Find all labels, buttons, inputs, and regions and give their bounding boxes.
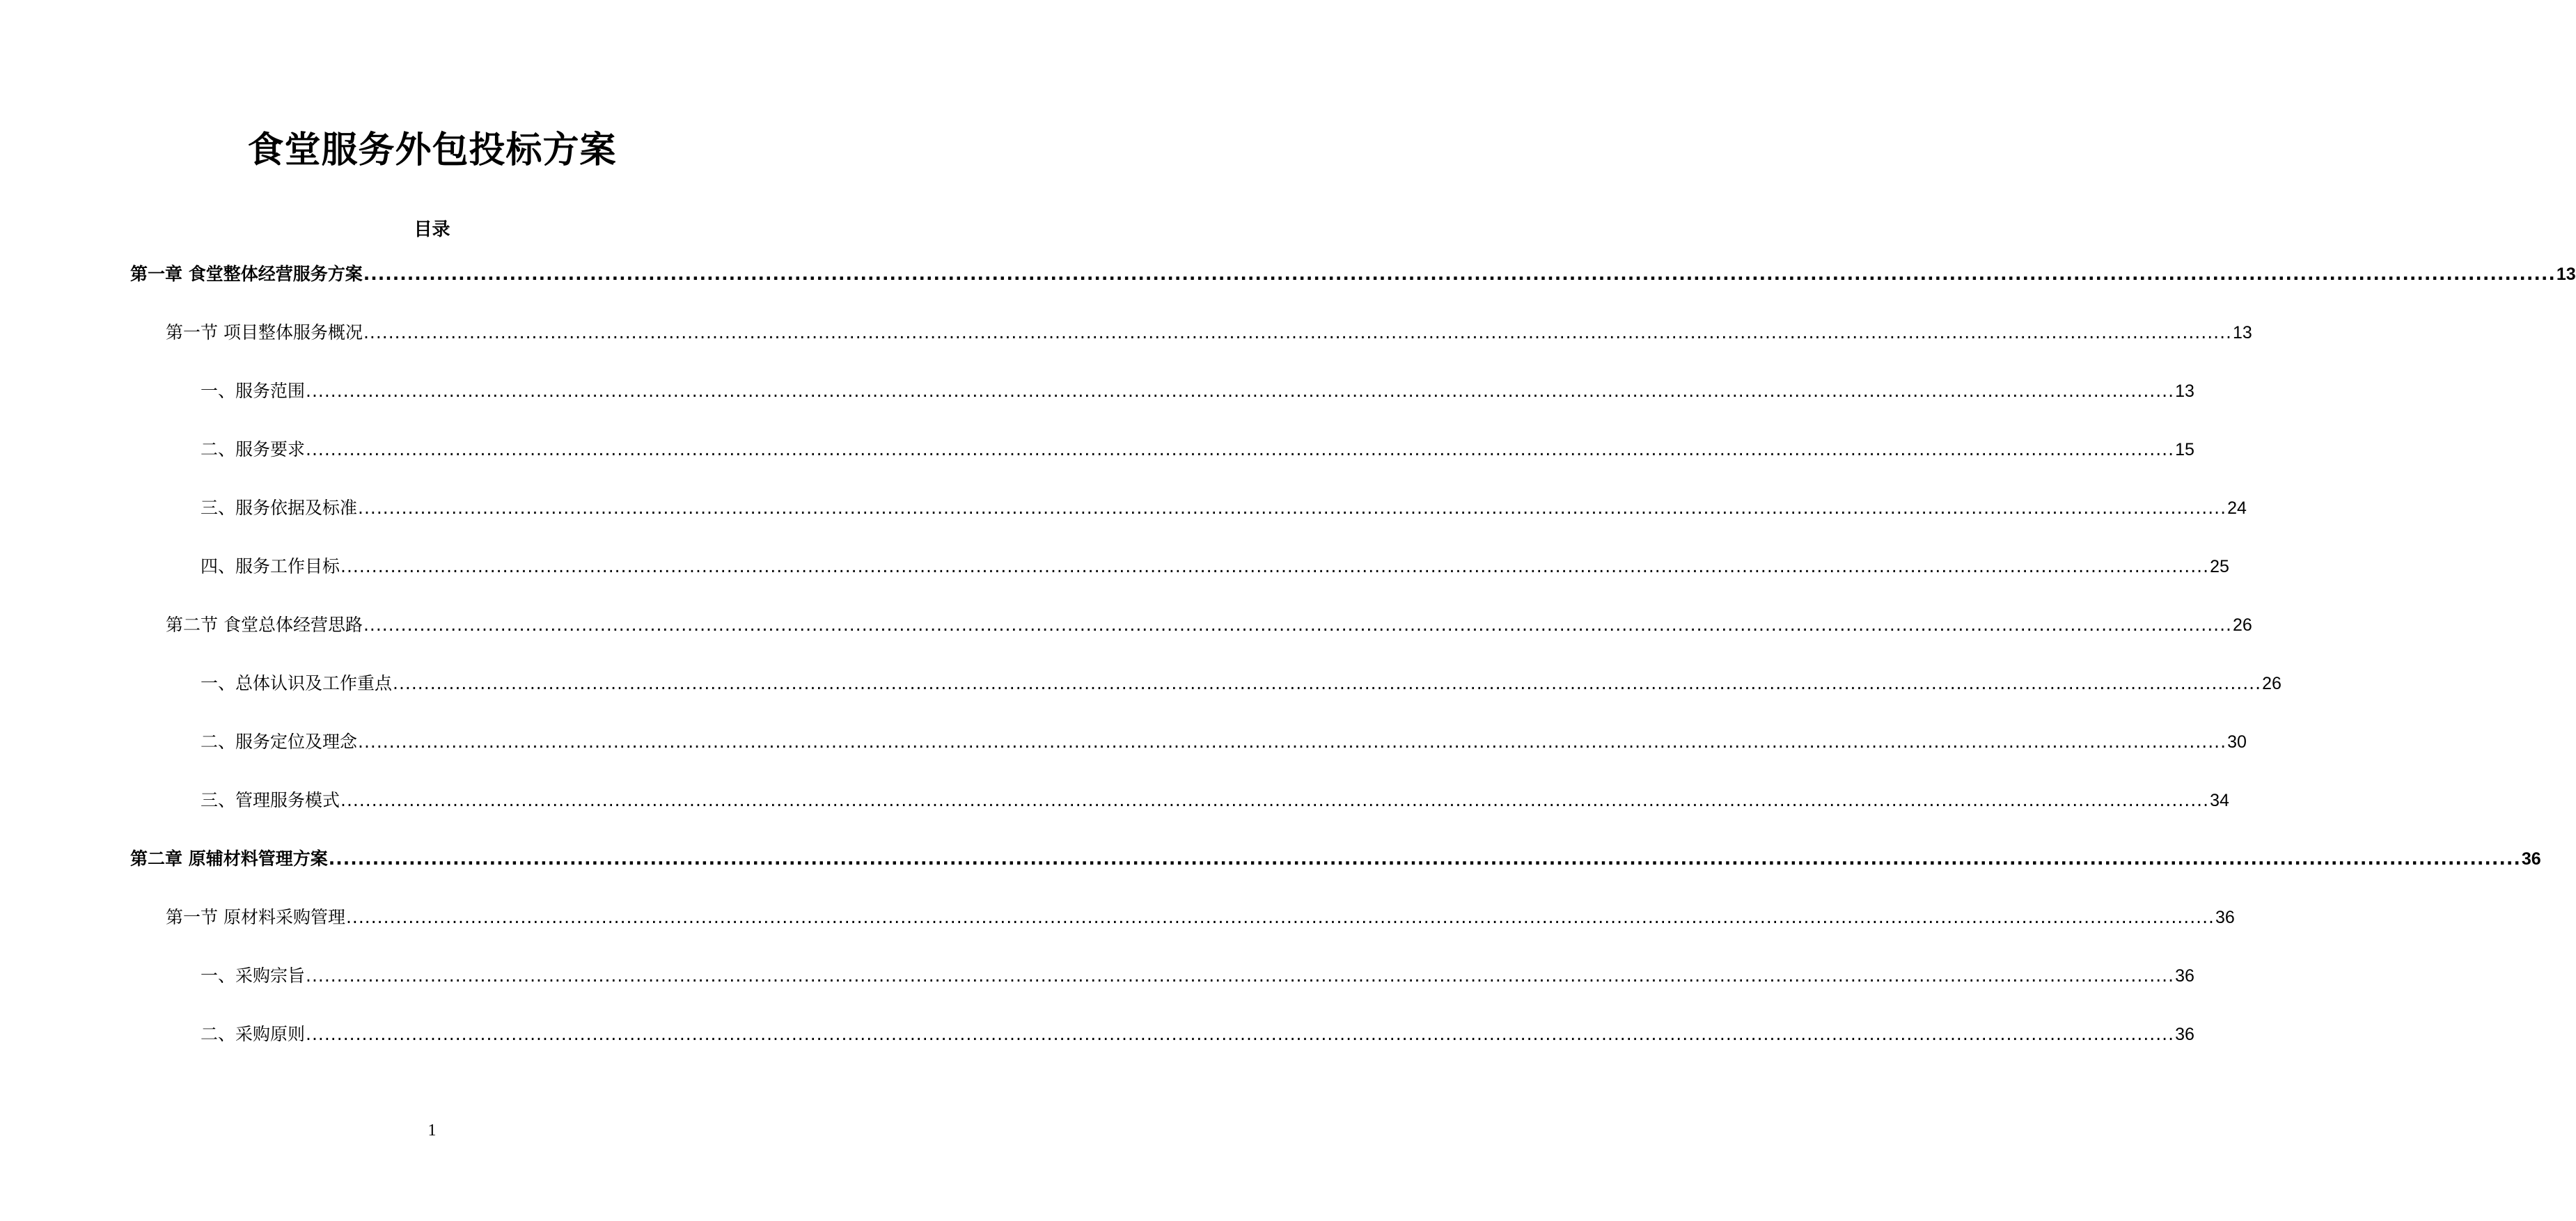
dot-leader: ............................................................................................................................................................................................................................................................................................................ bbox=[306, 439, 2175, 459]
dot-leader: ............................................................................................................................................................................................................................................................................................................ bbox=[358, 732, 2227, 752]
toc-entry-title: 二、服务要求 bbox=[201, 439, 306, 459]
toc-entry-title: 二、采购原则 bbox=[201, 1024, 306, 1044]
toc-entry-item[interactable] bbox=[0, 727, 2247, 785]
toc-entry-page: 15 bbox=[2175, 440, 2194, 459]
toc-entry-page: 26 bbox=[2233, 615, 2252, 635]
toc-entry-page: 13 bbox=[2233, 323, 2252, 342]
dot-leader: ............................................................................................................................................................................................................................................................................................................ bbox=[363, 322, 2232, 342]
toc-entry-title: 三、管理服务模式 bbox=[201, 790, 340, 810]
dot-leader: ............................................................................................................................................................................................................................................................................................................ bbox=[306, 381, 2175, 401]
toc-entry-page: 30 bbox=[2227, 732, 2247, 752]
toc-entry-page: 25 bbox=[2210, 557, 2229, 576]
toc-entry-page: 36 bbox=[2521, 849, 2541, 869]
page-number: 1 bbox=[427, 1121, 437, 1140]
dot-leader: ............................................................................................................................................................................................................................................................................................................ bbox=[393, 673, 2262, 693]
toc-entry-item[interactable] bbox=[0, 1019, 2194, 1078]
toc-entry-page: 36 bbox=[2215, 908, 2235, 927]
toc-entry-title: 三、服务依据及标准 bbox=[201, 498, 358, 518]
toc-entry-title: 第二节 食堂总体经营思路 bbox=[166, 615, 363, 635]
toc-entry-page: 36 bbox=[2175, 1025, 2194, 1044]
toc-entry-item[interactable] bbox=[0, 434, 2194, 493]
toc-entry-title: 二、服务定位及理念 bbox=[201, 732, 358, 752]
toc-entry-title: 第一章 食堂整体经营服务方案 bbox=[130, 264, 363, 284]
dot-leader: ............................................................................................................................................................................................................................................................................................................ bbox=[340, 790, 2210, 810]
dot-leader: ............................................................................................................................................................................................................................................................................................................ bbox=[306, 1024, 2175, 1044]
toc-entry-section-1-2[interactable] bbox=[0, 610, 2252, 668]
dot-leader: ............................................................................................................................................................................................................................................................................................................ bbox=[363, 264, 2556, 284]
dot-leader: ............................................................................................................................................................................................................................................................................................................ bbox=[306, 966, 2175, 986]
document-title: 食堂服务外包投标方案 bbox=[247, 129, 617, 171]
table-of-contents bbox=[0, 259, 2576, 1078]
dot-leader: ............................................................................................................................................................................................................................................................................................................ bbox=[358, 498, 2227, 518]
toc-entry-title: 第二章 原辅材料管理方案 bbox=[130, 849, 328, 869]
toc-entry-chapter-1[interactable] bbox=[0, 259, 2576, 317]
toc-entry-page: 24 bbox=[2227, 498, 2247, 518]
toc-entry-page: 13 bbox=[2175, 381, 2194, 401]
toc-entry-chapter-2[interactable] bbox=[0, 844, 2541, 902]
toc-entry-item[interactable] bbox=[0, 376, 2194, 434]
toc-entry-item[interactable] bbox=[0, 668, 2282, 727]
toc-entry-title: 一、总体认识及工作重点 bbox=[201, 673, 393, 693]
toc-entry-item[interactable] bbox=[0, 961, 2194, 1019]
dot-leader: ............................................................................................................................................................................................................................................................................................................ bbox=[345, 907, 2215, 927]
dot-leader: ............................................................................................................................................................................................................................................................................................................ bbox=[328, 849, 2521, 869]
toc-heading: 目录 bbox=[414, 219, 450, 240]
toc-entry-page: 36 bbox=[2175, 966, 2194, 986]
toc-entry-item[interactable] bbox=[0, 551, 2229, 610]
toc-entry-title: 四、服务工作目标 bbox=[201, 556, 340, 576]
toc-entry-title: 一、服务范围 bbox=[201, 381, 306, 401]
toc-entry-page: 13 bbox=[2556, 265, 2576, 284]
toc-entry-title: 第一节 项目整体服务概况 bbox=[166, 322, 363, 342]
toc-entry-item[interactable] bbox=[0, 785, 2229, 844]
dot-leader: ............................................................................................................................................................................................................................................................................................................ bbox=[340, 556, 2210, 576]
toc-entry-section-1-1[interactable] bbox=[0, 317, 2252, 376]
toc-entry-section-2-1[interactable] bbox=[0, 902, 2235, 961]
toc-entry-title: 第一节 原材料采购管理 bbox=[166, 907, 345, 927]
toc-entry-page: 34 bbox=[2210, 791, 2229, 810]
toc-entry-page: 26 bbox=[2262, 674, 2282, 693]
toc-entry-title: 一、采购宗旨 bbox=[201, 966, 306, 986]
dot-leader: ............................................................................................................................................................................................................................................................................................................ bbox=[363, 615, 2232, 635]
toc-entry-item[interactable] bbox=[0, 493, 2247, 551]
